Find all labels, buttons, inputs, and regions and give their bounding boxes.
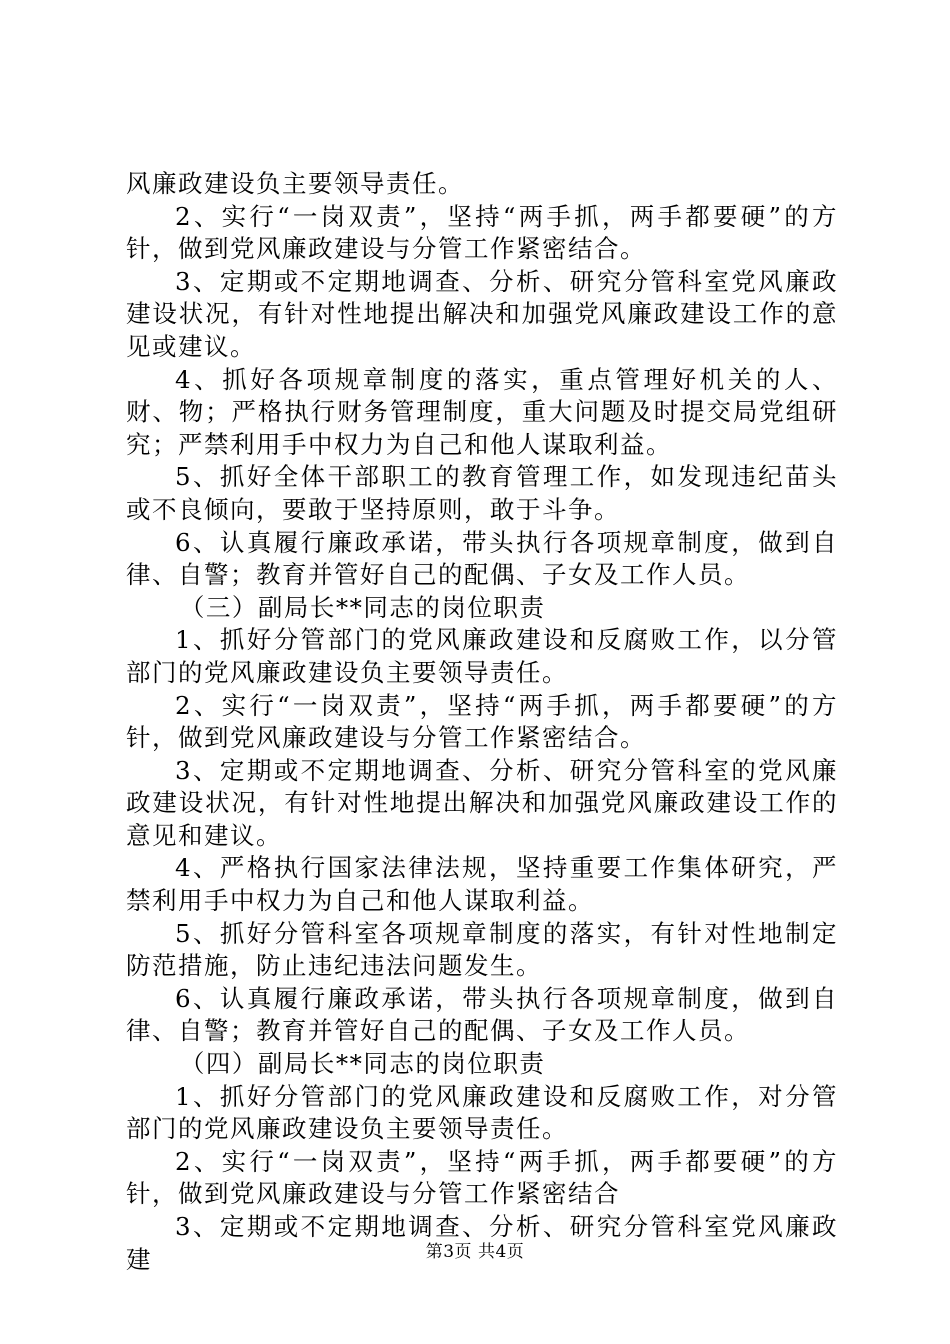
body-paragraph: 3、定期或不定期地调查、分析、研究分管科室党风廉政建 xyxy=(126,1212,838,1274)
document-body xyxy=(126,168,838,1276)
body-paragraph: 5、抓好全体干部职工的教育管理工作，如发现违纪苗头或不良倾向，要敢于坚持原则，敢于斗争。 xyxy=(126,462,838,524)
body-paragraph: 3、定期或不定期地调查、分析、研究分管科室党风廉政建设状况，有针对性地提出解决和加强党风廉政建设工作的意见或建议。 xyxy=(126,266,838,361)
body-paragraph: 1、抓好分管部门的党风廉政建设和反腐败工作，以分管部门的党风廉政建设负主要领导责任。 xyxy=(126,625,838,687)
body-paragraph: 2、实行“一岗双责”，坚持“两手抓，两手都要硬”的方针，做到党风廉政建设与分管工作紧密结合。 xyxy=(126,690,838,753)
page-number-footer: 第3页 共4页 xyxy=(425,1242,525,1262)
body-paragraph: 6、认真履行廉政承诺，带头执行各项规章制度，做到自律、自警；教育并管好自己的配偶、子女及工作人员。 xyxy=(126,983,838,1046)
section-heading: （四）副局长**同志的岗位职责 xyxy=(179,1049,546,1079)
section-heading: （三）副局长**同志的岗位职责 xyxy=(179,592,546,622)
body-paragraph: 2、实行“一岗双责”，坚持“两手抓，两手都要硬”的方针，做到党风廉政建设与分管工作紧密结合。 xyxy=(126,201,838,264)
body-paragraph: 5、抓好分管科室各项规章制度的落实，有针对性地制定防范措施，防止违纪违法问题发生。 xyxy=(126,918,838,981)
body-paragraph: 1、抓好分管部门的党风廉政建设和反腐败工作，对分管部门的党风廉政建设负主要领导责任。 xyxy=(126,1081,838,1144)
body-paragraph: 3、定期或不定期地调查、分析、研究分管科室的党风廉政建设状况，有针对性地提出解决和加强党风廉政建设工作的意见和建议。 xyxy=(126,755,838,850)
body-paragraph: 风廉政建设负主要领导责任。 xyxy=(126,169,464,198)
body-paragraph: 4、严格执行国家法律法规，坚持重要工作集体研究，严禁利用手中权力为自己和他人谋取利益。 xyxy=(126,853,838,916)
body-paragraph: 6、认真履行廉政承诺，带头执行各项规章制度，做到自律、自警；教育并管好自己的配偶、子女及工作人员。 xyxy=(126,527,838,590)
body-paragraph: 2、实行“一岗双责”，坚持“两手抓，两手都要硬”的方针，做到党风廉政建设与分管工作紧密结合 xyxy=(126,1146,838,1209)
body-paragraph: 4、抓好各项规章制度的落实，重点管理好机关的人、财、物；严格执行财务管理制度，重大问题及时提交局党组研究；严禁利用手中权力为自己和他人谋取利益。 xyxy=(126,364,838,459)
